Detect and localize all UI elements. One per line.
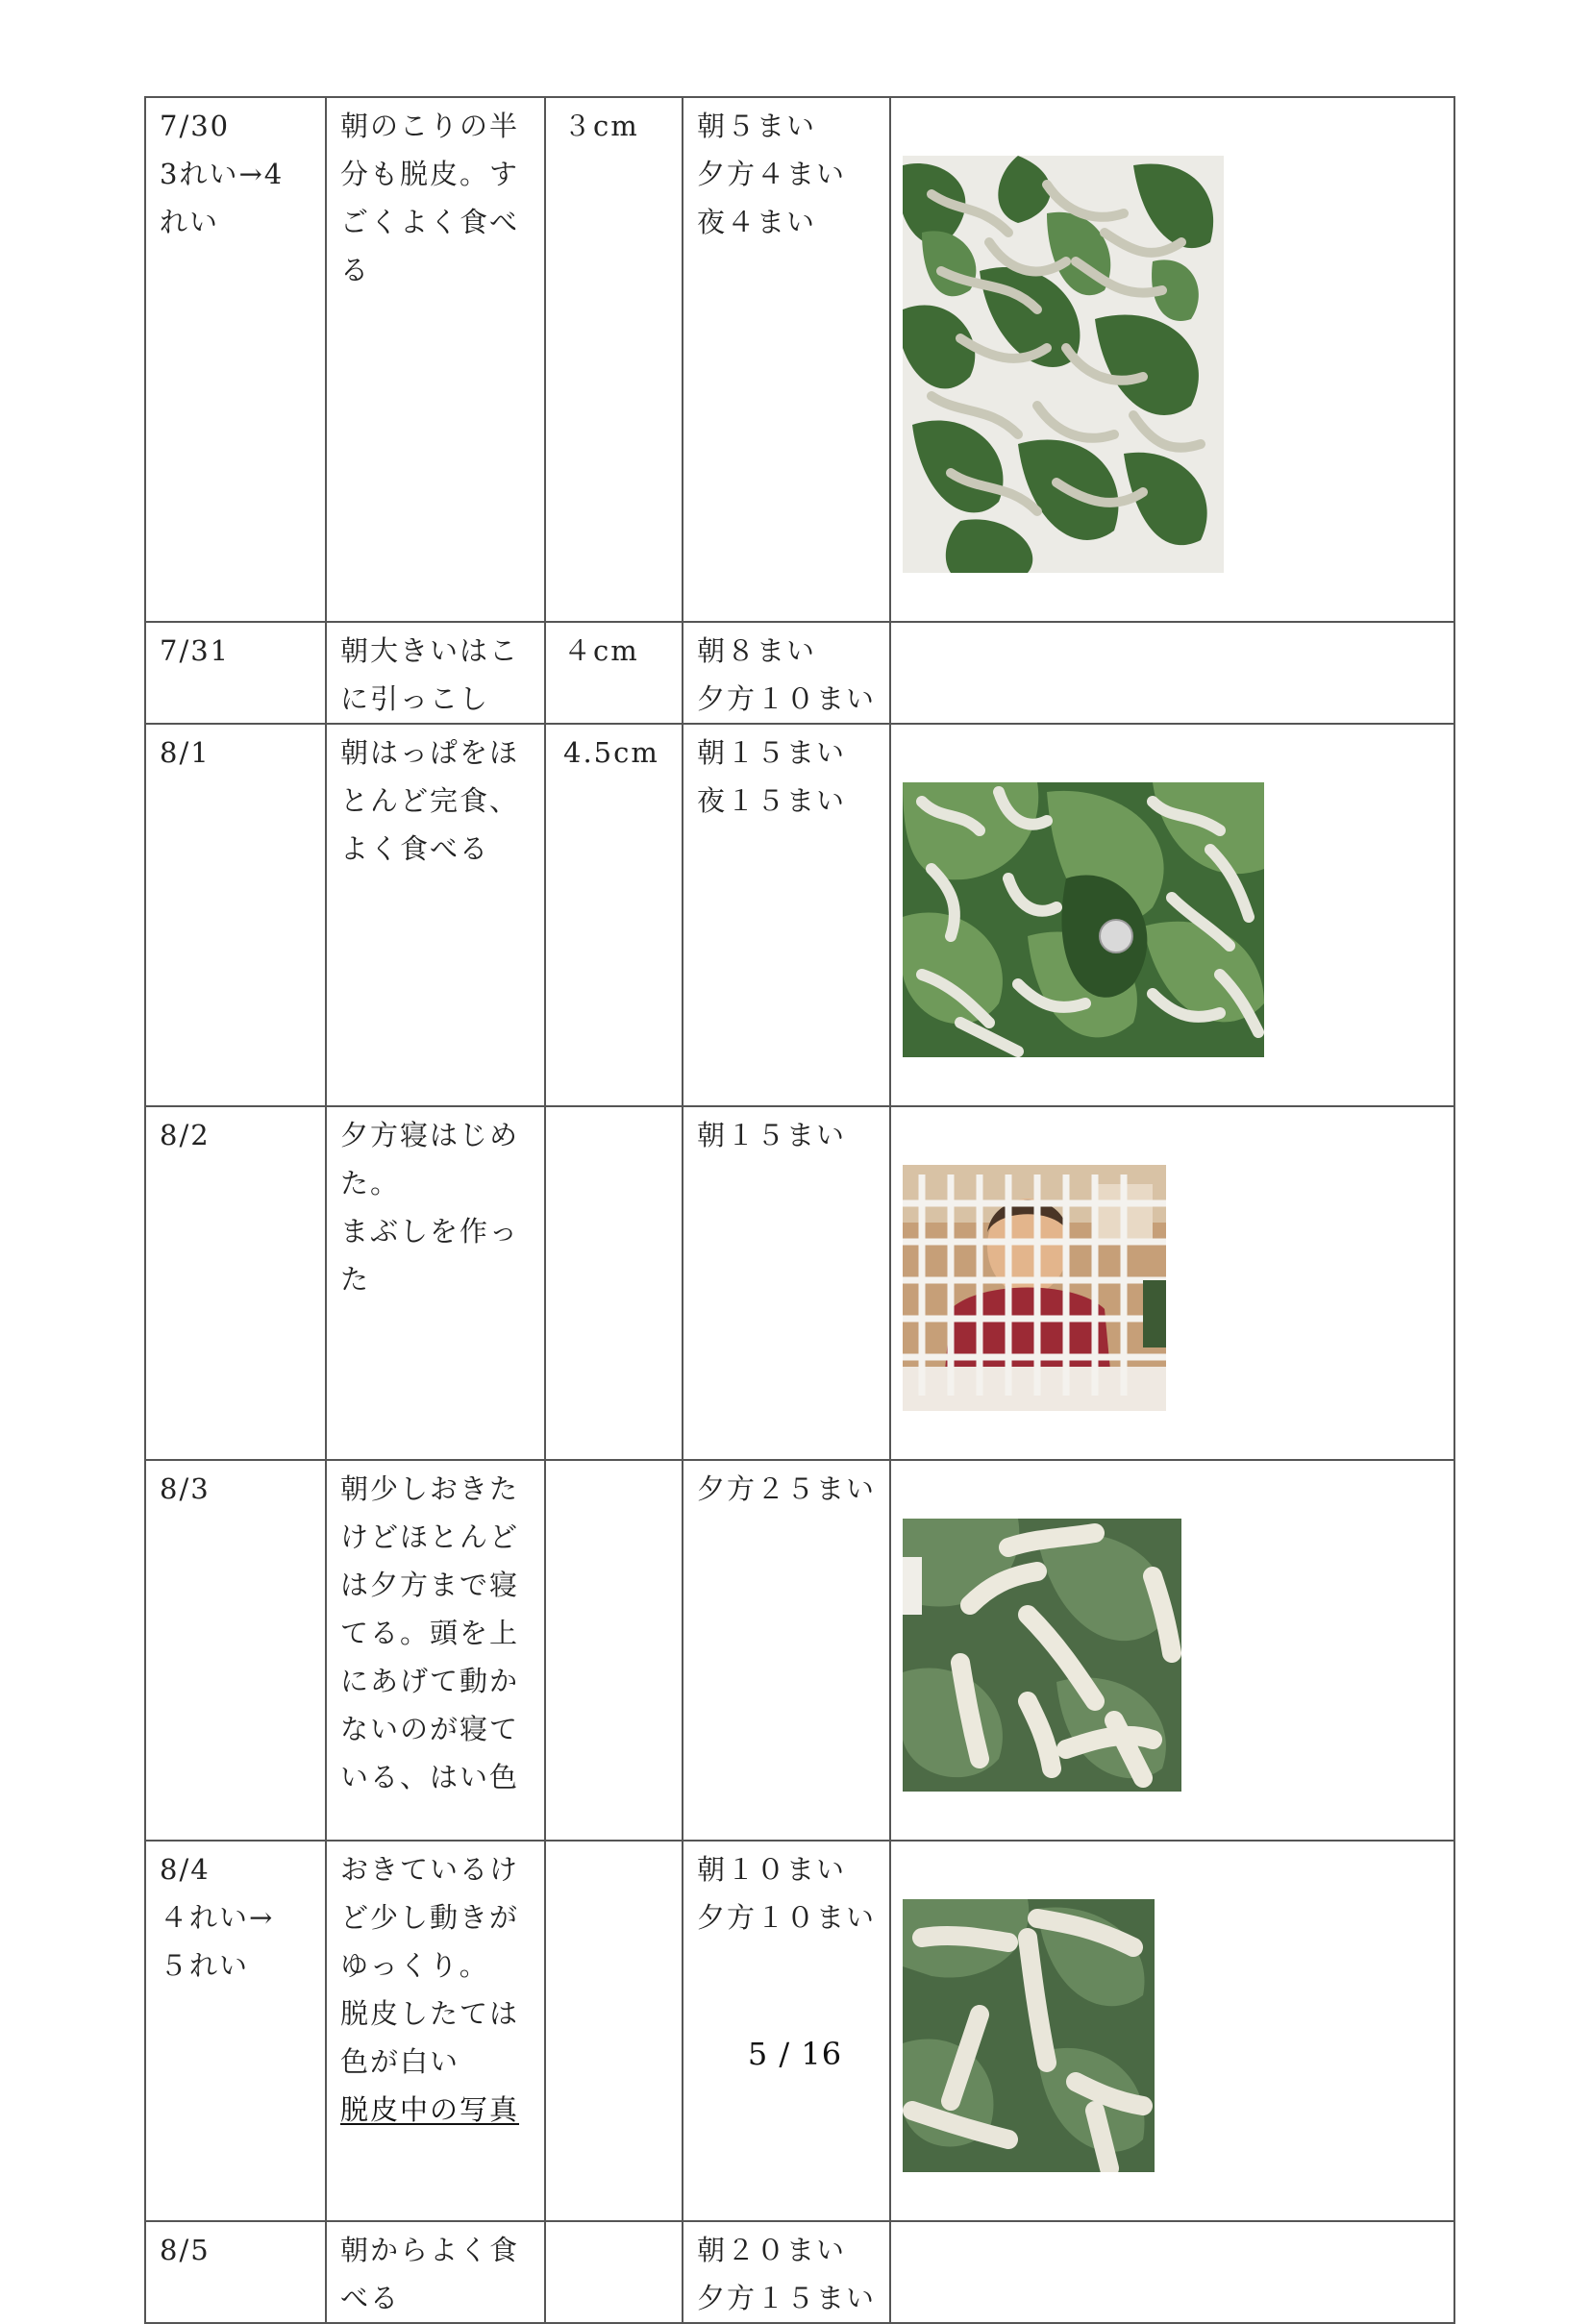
note-cell: [326, 622, 545, 724]
photo-cell: [890, 1460, 1454, 1841]
food-text: 朝２０まい 夕方１５まい: [697, 2234, 877, 2314]
food-text: 夕方２５まい: [697, 1472, 877, 1505]
date-text: 8/5: [160, 2234, 211, 2266]
note-text: おきているけど少し動きがゆっくり。 脱皮したては色が白い: [340, 1853, 520, 2078]
silkworm-log-table: [144, 96, 1455, 2324]
date-cell: [145, 1841, 326, 2221]
size-text: ３cm: [563, 110, 639, 142]
size-text: [546, 1107, 682, 1111]
food-cell: [683, 2221, 890, 2323]
note-text: 朝はっぱをほとんど完食、よく食べる: [340, 736, 520, 865]
note-text: 朝少しおきたけどほとんどは夕方まで寝てる。頭を上にあげて動かないのが寝ている、はい色: [340, 1472, 520, 1793]
date-text: 7/30 3れい→4 れい: [160, 110, 285, 238]
photo-cell: [890, 1106, 1454, 1460]
note-cell: [326, 1460, 545, 1841]
food-cell: [683, 97, 890, 622]
date-cell: [145, 1460, 326, 1841]
page-number: 5 / 16: [747, 2036, 843, 2072]
size-cell: [545, 622, 683, 724]
food-cell: [683, 1460, 890, 1841]
table-row: [145, 2221, 1454, 2323]
note-cell: [326, 1841, 545, 2221]
date-cell: [145, 622, 326, 724]
note-text: 朝のこりの半分も脱皮。すごくよく食べる: [340, 110, 520, 286]
size-text: [546, 1461, 682, 1465]
molting-photo-link[interactable]: 脱皮中の写真: [340, 2093, 520, 2126]
food-text: 朝１５まい 夜１５まい: [697, 736, 847, 817]
note-text: 朝からよく食べる: [340, 2234, 520, 2314]
photo-cell: [890, 622, 1454, 724]
date-text: 8/3: [160, 1472, 211, 1505]
food-cell: [683, 724, 890, 1106]
silkworms-with-coin-photo: [903, 782, 1264, 1057]
table-row: [145, 1841, 1454, 2221]
resting-silkworms-photo: [903, 1519, 1181, 1792]
date-cell: [145, 2221, 326, 2323]
note-text: 夕方寝はじめた。 まぶしを作った: [340, 1119, 520, 1296]
date-cell: [145, 1106, 326, 1460]
size-text: ４cm: [563, 634, 639, 667]
food-cell: [683, 1106, 890, 1460]
photo-cell: [890, 2221, 1454, 2323]
food-text: 朝１０まい 夕方１０まい: [697, 1853, 877, 1934]
note-cell: [326, 2221, 545, 2323]
date-text: 7/31: [160, 634, 231, 667]
size-cell: [545, 1106, 683, 1460]
food-cell: [683, 622, 890, 724]
food-text: 朝８まい 夕方１０まい: [697, 634, 877, 715]
date-text: 8/2: [160, 1119, 211, 1151]
date-text: 8/1: [160, 736, 211, 769]
photo-cell: [890, 724, 1454, 1106]
size-cell: [545, 1460, 683, 1841]
table-row: [145, 622, 1454, 724]
note-cell: [326, 1106, 545, 1460]
size-text: 4.5cm: [563, 736, 659, 769]
note-cell: [326, 724, 545, 1106]
date-text: 8/4 ４れい→ ５れい: [160, 1853, 275, 1982]
food-text: 朝５まい 夕方４まい 夜４まい: [697, 110, 847, 238]
date-cell: [145, 724, 326, 1106]
note-cell: [326, 97, 545, 622]
date-cell: [145, 97, 326, 622]
photo-cell: [890, 97, 1454, 622]
table-row: [145, 1106, 1454, 1460]
table-row: [145, 1460, 1454, 1841]
size-text: [546, 1842, 682, 1845]
size-cell: [545, 1841, 683, 2221]
size-cell: [545, 97, 683, 622]
food-text: 朝１５まい: [697, 1119, 847, 1151]
child-with-grid-photo: [903, 1165, 1166, 1411]
table-row: [145, 724, 1454, 1106]
silkworms-photo: [903, 156, 1224, 573]
size-cell: [545, 724, 683, 1106]
size-cell: [545, 2221, 683, 2323]
note-text: 朝大きいはこに引っこし: [340, 634, 520, 715]
photo-cell: [890, 1841, 1454, 2221]
table-row: [145, 97, 1454, 622]
size-text: [546, 2222, 682, 2226]
food-cell: [683, 1841, 890, 2221]
